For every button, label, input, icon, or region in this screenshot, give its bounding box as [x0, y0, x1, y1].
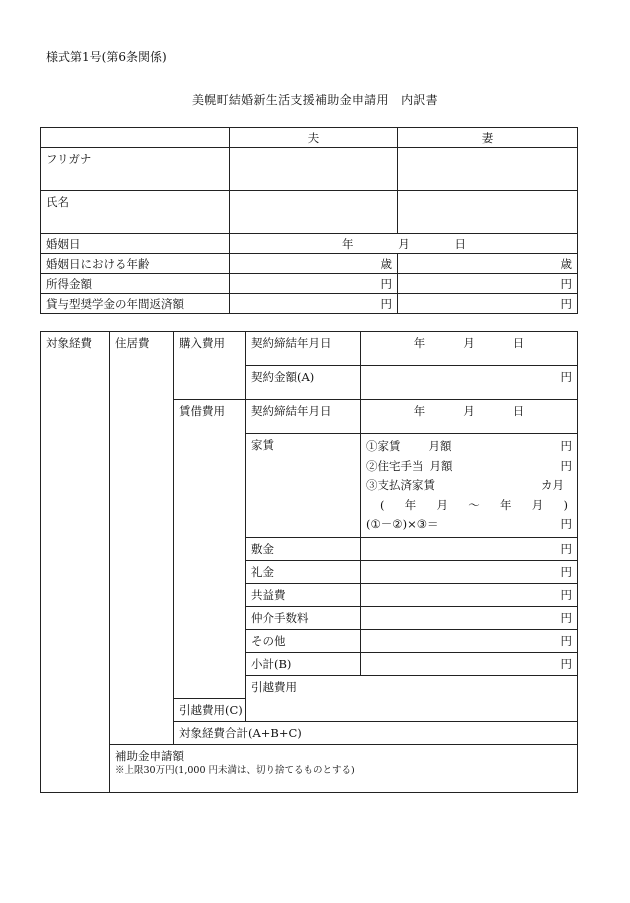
- yen-unit: 円: [560, 588, 572, 602]
- age-unit: 歳: [380, 256, 392, 271]
- document-title: 美幌町結婚新生活支援補助金申請用 内訳書: [191, 93, 438, 107]
- key-money-label: 礼金: [246, 561, 361, 584]
- period-tilde: ～: [468, 497, 480, 512]
- deposit-label: 敷金: [246, 538, 361, 561]
- yen-unit: 円: [380, 296, 392, 311]
- yen-unit: 円: [560, 517, 572, 531]
- loan-row: [41, 294, 578, 314]
- husband-name-field[interactable]: [230, 191, 398, 234]
- purchase-label: 購入費用: [174, 332, 246, 400]
- year-unit: 年: [342, 236, 354, 251]
- wife-header: 妻: [398, 128, 578, 148]
- furigana-row: [41, 148, 578, 191]
- husband-income-field[interactable]: [230, 274, 398, 294]
- age-row: [41, 254, 578, 274]
- subsidy-row: [41, 745, 578, 793]
- income-label: 所得金額: [41, 274, 230, 294]
- housing-label: 住居費: [110, 332, 174, 745]
- common-fee-field[interactable]: [361, 584, 578, 607]
- target-expenses-label: 対象経費: [41, 332, 110, 793]
- yen-unit: 円: [560, 439, 572, 453]
- yen-unit: 円: [560, 458, 572, 473]
- year-unit: 年: [413, 336, 426, 350]
- income-row: [41, 274, 578, 294]
- year-unit: 年: [404, 497, 417, 512]
- rent-formula: (①－②)×③＝: [366, 517, 439, 531]
- month-unit: 月: [531, 497, 544, 512]
- purchase-contract-date-field[interactable]: [361, 332, 578, 366]
- yen-unit: 円: [560, 542, 572, 556]
- subsidy-label: 補助金申請額: [115, 749, 184, 763]
- rental-contract-date-field[interactable]: [361, 400, 578, 434]
- rental-label: 賃借費用: [174, 400, 246, 699]
- moving-cost-label: 引越費用(C): [174, 699, 246, 722]
- subtotal-field[interactable]: [361, 653, 578, 676]
- blank-cell: [41, 128, 230, 148]
- yen-unit: 円: [560, 611, 572, 625]
- other-field[interactable]: [361, 630, 578, 653]
- subtotal-label: 小計(B): [246, 653, 361, 676]
- applicant-table: [40, 127, 578, 314]
- header-row: [41, 128, 578, 148]
- subsidy-note: ※上限30万円(1,000 円未満は、切り捨てるものとする): [115, 765, 355, 776]
- age-label: 婚姻日における年齢: [41, 254, 230, 274]
- key-money-field[interactable]: [361, 561, 578, 584]
- contract-amount-label: 契約金額(A): [246, 366, 361, 400]
- yen-unit: 円: [560, 565, 572, 579]
- rent-period: [366, 496, 572, 516]
- month-unit: 月: [436, 497, 448, 512]
- year-unit: 年: [500, 497, 512, 512]
- month-unit: 月: [398, 236, 410, 251]
- total-label: 対象経費合計(A+B+C): [174, 722, 578, 745]
- agency-fee-field[interactable]: [361, 607, 578, 630]
- husband-loan-field[interactable]: [230, 294, 398, 314]
- form-number: 様式第1号(第6条関係): [46, 50, 167, 64]
- age-unit: 歳: [560, 256, 572, 271]
- contract-amount-field[interactable]: [361, 366, 578, 400]
- other-label: その他: [246, 630, 361, 653]
- rent-months-unit: カ月: [541, 478, 564, 492]
- purchase-contract-date-label: 契約締結年月日: [246, 332, 361, 366]
- rent-line1-label: ①家賃: [366, 439, 401, 453]
- expenses-table: [40, 331, 578, 793]
- yen-unit: 円: [560, 276, 572, 291]
- marriage-date-label: 婚姻日: [41, 234, 230, 254]
- wife-loan-field[interactable]: [398, 294, 578, 314]
- yen-unit: 円: [560, 657, 572, 671]
- wife-income-field[interactable]: [398, 274, 578, 294]
- day-unit: 日: [454, 236, 466, 251]
- yen-unit: 円: [380, 276, 392, 291]
- period-close: ): [563, 497, 568, 512]
- yen-unit: 円: [560, 634, 572, 648]
- rent-calculation-field[interactable]: [361, 434, 578, 538]
- wife-name-field[interactable]: [398, 191, 578, 234]
- agency-fee-label: 仲介手数料: [246, 607, 361, 630]
- common-fee-label: 共益費: [246, 584, 361, 607]
- purchase-date-row: [41, 332, 578, 366]
- wife-furigana-field[interactable]: [398, 148, 578, 191]
- rent-line2-mid: 月額: [429, 458, 453, 473]
- husband-age-field[interactable]: [230, 254, 398, 274]
- deposit-field[interactable]: [361, 538, 578, 561]
- furigana-label: フリガナ: [41, 148, 230, 191]
- name-label: 氏名: [41, 191, 230, 234]
- rent-line2-label: ②住宅手当: [366, 458, 424, 473]
- yen-unit: 円: [560, 296, 572, 311]
- month-unit: 月: [463, 336, 475, 350]
- husband-header: 夫: [230, 128, 398, 148]
- rent-line3-label: ③支払済家賃: [366, 478, 435, 492]
- day-unit: 日: [512, 404, 525, 418]
- rent-label: 家賃: [246, 434, 361, 538]
- husband-furigana-field[interactable]: [230, 148, 398, 191]
- rent-line1-mid: 月額: [428, 439, 452, 453]
- day-unit: 日: [512, 336, 525, 350]
- rental-contract-date-label: 契約締結年月日: [246, 400, 361, 434]
- subsidy-label-cell: [110, 745, 578, 793]
- loan-label: 貸与型奨学金の年間返済額: [41, 294, 230, 314]
- yen-unit: 円: [560, 370, 572, 384]
- period-open: (: [380, 497, 385, 512]
- month-unit: 月: [463, 404, 475, 418]
- marriage-date-row: [41, 234, 578, 254]
- moving-label: 引越費用: [246, 676, 578, 722]
- marriage-date-field[interactable]: [230, 234, 578, 254]
- wife-age-field[interactable]: [398, 254, 578, 274]
- name-row: [41, 191, 578, 234]
- year-unit: 年: [413, 404, 426, 418]
